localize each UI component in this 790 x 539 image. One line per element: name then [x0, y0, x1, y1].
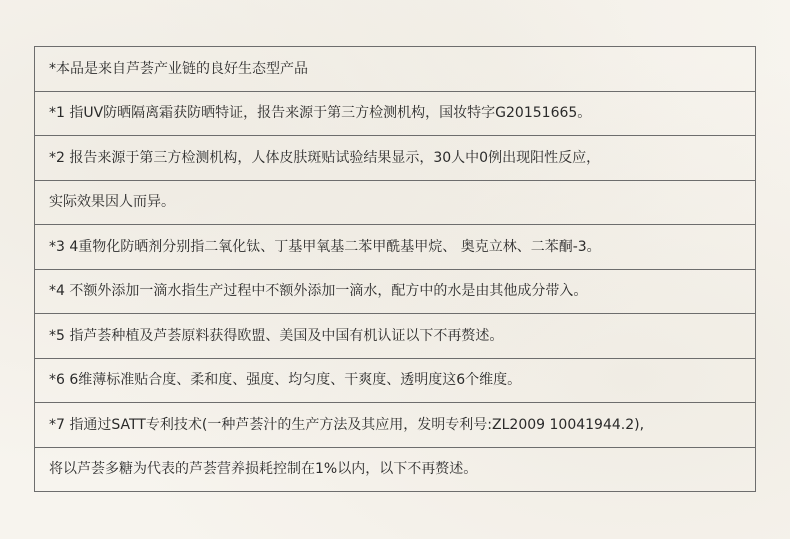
note-row-2-continued: [35, 181, 755, 226]
note-text: *1 指UV防晒隔离霜获防晒特证，报告来源于第三方检测机构，国妆特字G20151665。: [49, 105, 592, 122]
note-row-1: [35, 92, 755, 137]
footnotes-table: [34, 46, 756, 492]
note-row-4: [35, 270, 755, 315]
note-row-6: [35, 359, 755, 404]
note-text: *4 不额外添加一滴水指生产过程中不额外添加一滴水，配方中的水是由其他成分带入。: [49, 283, 588, 300]
note-row-3: [35, 225, 755, 270]
note-row-5: [35, 314, 755, 359]
note-row-intro: [35, 47, 755, 92]
note-text: *6 6维薄标准贴合度、柔和度、强度、均匀度、干爽度、透明度这6个维度。: [49, 372, 522, 389]
note-text: 将以芦荟多糖为代表的芦荟营养损耗控制在1%以内，以下不再赘述。: [49, 461, 478, 478]
note-text: *2 报告来源于第三方检测机构，人体皮肤斑贴试验结果显示，30人中0例出现阳性反应，: [49, 149, 601, 166]
note-row-7-continued: [35, 448, 755, 492]
note-row-2: [35, 136, 755, 181]
note-text: *本品是来自芦荟产业链的良好生态型产品: [49, 60, 308, 77]
note-text: 实际效果因人而异。: [49, 194, 175, 211]
note-text: *5 指芦荟种植及芦荟原料获得欧盟、美国及中国有机认证以下不再赘述。: [49, 327, 504, 344]
note-text: *7 指通过SATT专利技术(一种芦荟汁的生产方法及其应用，发明专利号:ZL2009 10041944.2),: [49, 416, 645, 433]
note-text: *3 4重物化防晒剂分别指二氧化钛、丁基甲氧基二苯甲酰基甲烷、 奥克立林、二苯酮-3。: [49, 238, 601, 255]
note-row-7: [35, 403, 755, 448]
